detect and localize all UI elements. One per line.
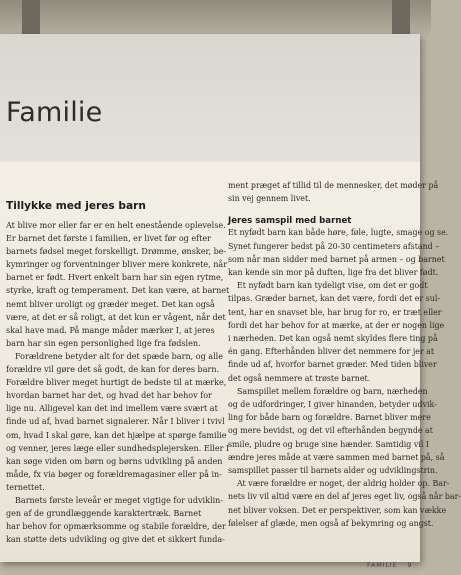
text-line: være, at det er så roligt, at det kun er vågent, når det bbox=[6, 312, 226, 322]
text-line: ling for både barn og forældre. Barnet bliver mere bbox=[228, 413, 431, 423]
running-footer-label: FAMILIE bbox=[367, 561, 398, 569]
page-title: Familie bbox=[6, 97, 103, 128]
text-line: Barnets første leveår er meget vigtige for udviklin- bbox=[15, 495, 224, 505]
text-line: og venner, jeres læge eller sundhedsplejersken. Eller I bbox=[6, 443, 230, 453]
text-line: fordi det har behov for at mærke, at der er nogen lige bbox=[228, 320, 445, 330]
text-line: kymringer og forventninger bliver mere konkrete, når bbox=[6, 260, 228, 270]
text-line: Forældrene betyder alt for det spæde barn, og alle bbox=[15, 351, 224, 361]
body-text bbox=[6, 219, 230, 546]
text-line: ændre jeres måde at være sammen med barnet på, så bbox=[228, 452, 445, 462]
text-line: kan kende sin mor på duften, lige fra det bliver født. bbox=[228, 268, 439, 278]
body-text-continued bbox=[228, 179, 439, 205]
text-line: tent, har en snavset ble, har brug for ro, er træt eller bbox=[228, 307, 442, 317]
text-line: gen af de grundlæggende karaktertræk. Barnet bbox=[6, 509, 202, 519]
text-line: Samspillet mellem forældre og barn, nærheden bbox=[237, 386, 428, 396]
text-line: Er barnet det første i familien, er livet før og efter bbox=[6, 234, 211, 244]
text-line: én gang. Efterhånden bliver det nemmere for jer at bbox=[228, 347, 435, 357]
section-heading: Tillykke med jeres barn bbox=[6, 200, 146, 212]
text-line: hvordan barnet har det, og hvad det har behov for bbox=[6, 391, 212, 401]
body-text bbox=[228, 226, 461, 530]
text-line: ternettet. bbox=[6, 482, 45, 492]
text-line: samspillet passer til barnets alder og udviklingstrin. bbox=[228, 466, 438, 476]
text-line: skal have mad. På mange måder mærker I, at jeres bbox=[6, 325, 215, 335]
left-column bbox=[6, 200, 230, 546]
text-line: Et nyfødt barn kan både høre, føle, lugte, smage og se. bbox=[228, 228, 449, 238]
text-line: nemt bliver uroligt og græder meget. Det kan også bbox=[6, 299, 215, 309]
text-line: lige nu. Alligevel kan det ind imellem være svært at bbox=[6, 404, 218, 414]
text-line: i nærheden. Det kan også nemt skyldes flere ting på bbox=[228, 334, 438, 344]
text-line: barn har sin egen personlighed lige fra fødslen. bbox=[6, 338, 201, 348]
text-line: smile, pludre og bruge sine hænder. Samtidig vil I bbox=[228, 439, 429, 449]
text-line: om, hvad I skal gøre, kan det hjælpe at spørge familie bbox=[6, 430, 227, 440]
text-line: At blive mor eller far er en helt enestående oplevelse. bbox=[6, 221, 226, 230]
text-line: kan søge viden om børn og børns udvikling på anden bbox=[6, 456, 223, 466]
text-line: Et nyfødt barn kan tydeligt vise, om det er godt bbox=[237, 281, 428, 291]
text-line: finde ud af, hvad barnet signalerer. Når I bliver i tvivl bbox=[6, 417, 225, 427]
text-line: tilpas. Græder barnet, kan det være, fordi det er sul- bbox=[228, 294, 441, 304]
text-line: følelser af glæde, men også af bekymring og angst. bbox=[228, 518, 434, 528]
text-line: styrke, kraft og temperament. Det kan være, at barnet bbox=[6, 286, 230, 296]
text-line: ment præget af tillid til de mennesker, det møder på bbox=[228, 181, 439, 190]
text-line: har behov for opmærksomme og stabile forældre, der bbox=[6, 522, 226, 532]
text-line: Forældre bliver meget hurtigt de bedste til at mærke, bbox=[6, 378, 227, 388]
text-line: finde ud af, hvorfor barnet græder. Med tiden bliver bbox=[228, 360, 437, 370]
text-line: net bliver voksen. Det er perspektiver, som kan vække bbox=[228, 505, 447, 515]
text-line: At være forældre er noget, der aldrig holder op. Bar- bbox=[237, 479, 450, 489]
page-number: 9 bbox=[407, 561, 413, 569]
text-line: nets liv vil altid være en del af jeres eget liv, også når bar- bbox=[228, 492, 461, 502]
text-line: og mere bevidst, og det vil efterhånden begynde at bbox=[228, 426, 433, 436]
section-heading: Jeres samspil med barnet bbox=[228, 216, 352, 227]
text-line: og de udfordringer, I giver hinanden, betyder udvik- bbox=[228, 400, 437, 410]
right-column bbox=[228, 179, 461, 530]
text-line: som når man sidder med barnet på armen – og barnet bbox=[228, 254, 445, 264]
text-line: barnets fødsel meget forskelligt. Drømme, ønsker, be- bbox=[6, 247, 227, 257]
page-footer bbox=[367, 561, 412, 569]
book-page bbox=[0, 34, 461, 569]
text-line: måde, fx via bøger og forældremagasiner eller på in- bbox=[6, 469, 222, 479]
text-line: sin vej gennem livet. bbox=[228, 194, 311, 204]
text-line: barnet er født. Hvert enkelt barn har sin egen rytme, bbox=[6, 273, 224, 283]
text-line: forældre vil gøre det så godt, de kan for deres barn. bbox=[6, 365, 220, 375]
text-line: kan støtte dets udvikling og give det et sikkert funda- bbox=[6, 535, 225, 545]
text-line: Synet fungerer bedst på 20-30 centimeters afstand – bbox=[228, 241, 440, 251]
text-line: det også nemmere at trøste barnet. bbox=[228, 373, 371, 383]
